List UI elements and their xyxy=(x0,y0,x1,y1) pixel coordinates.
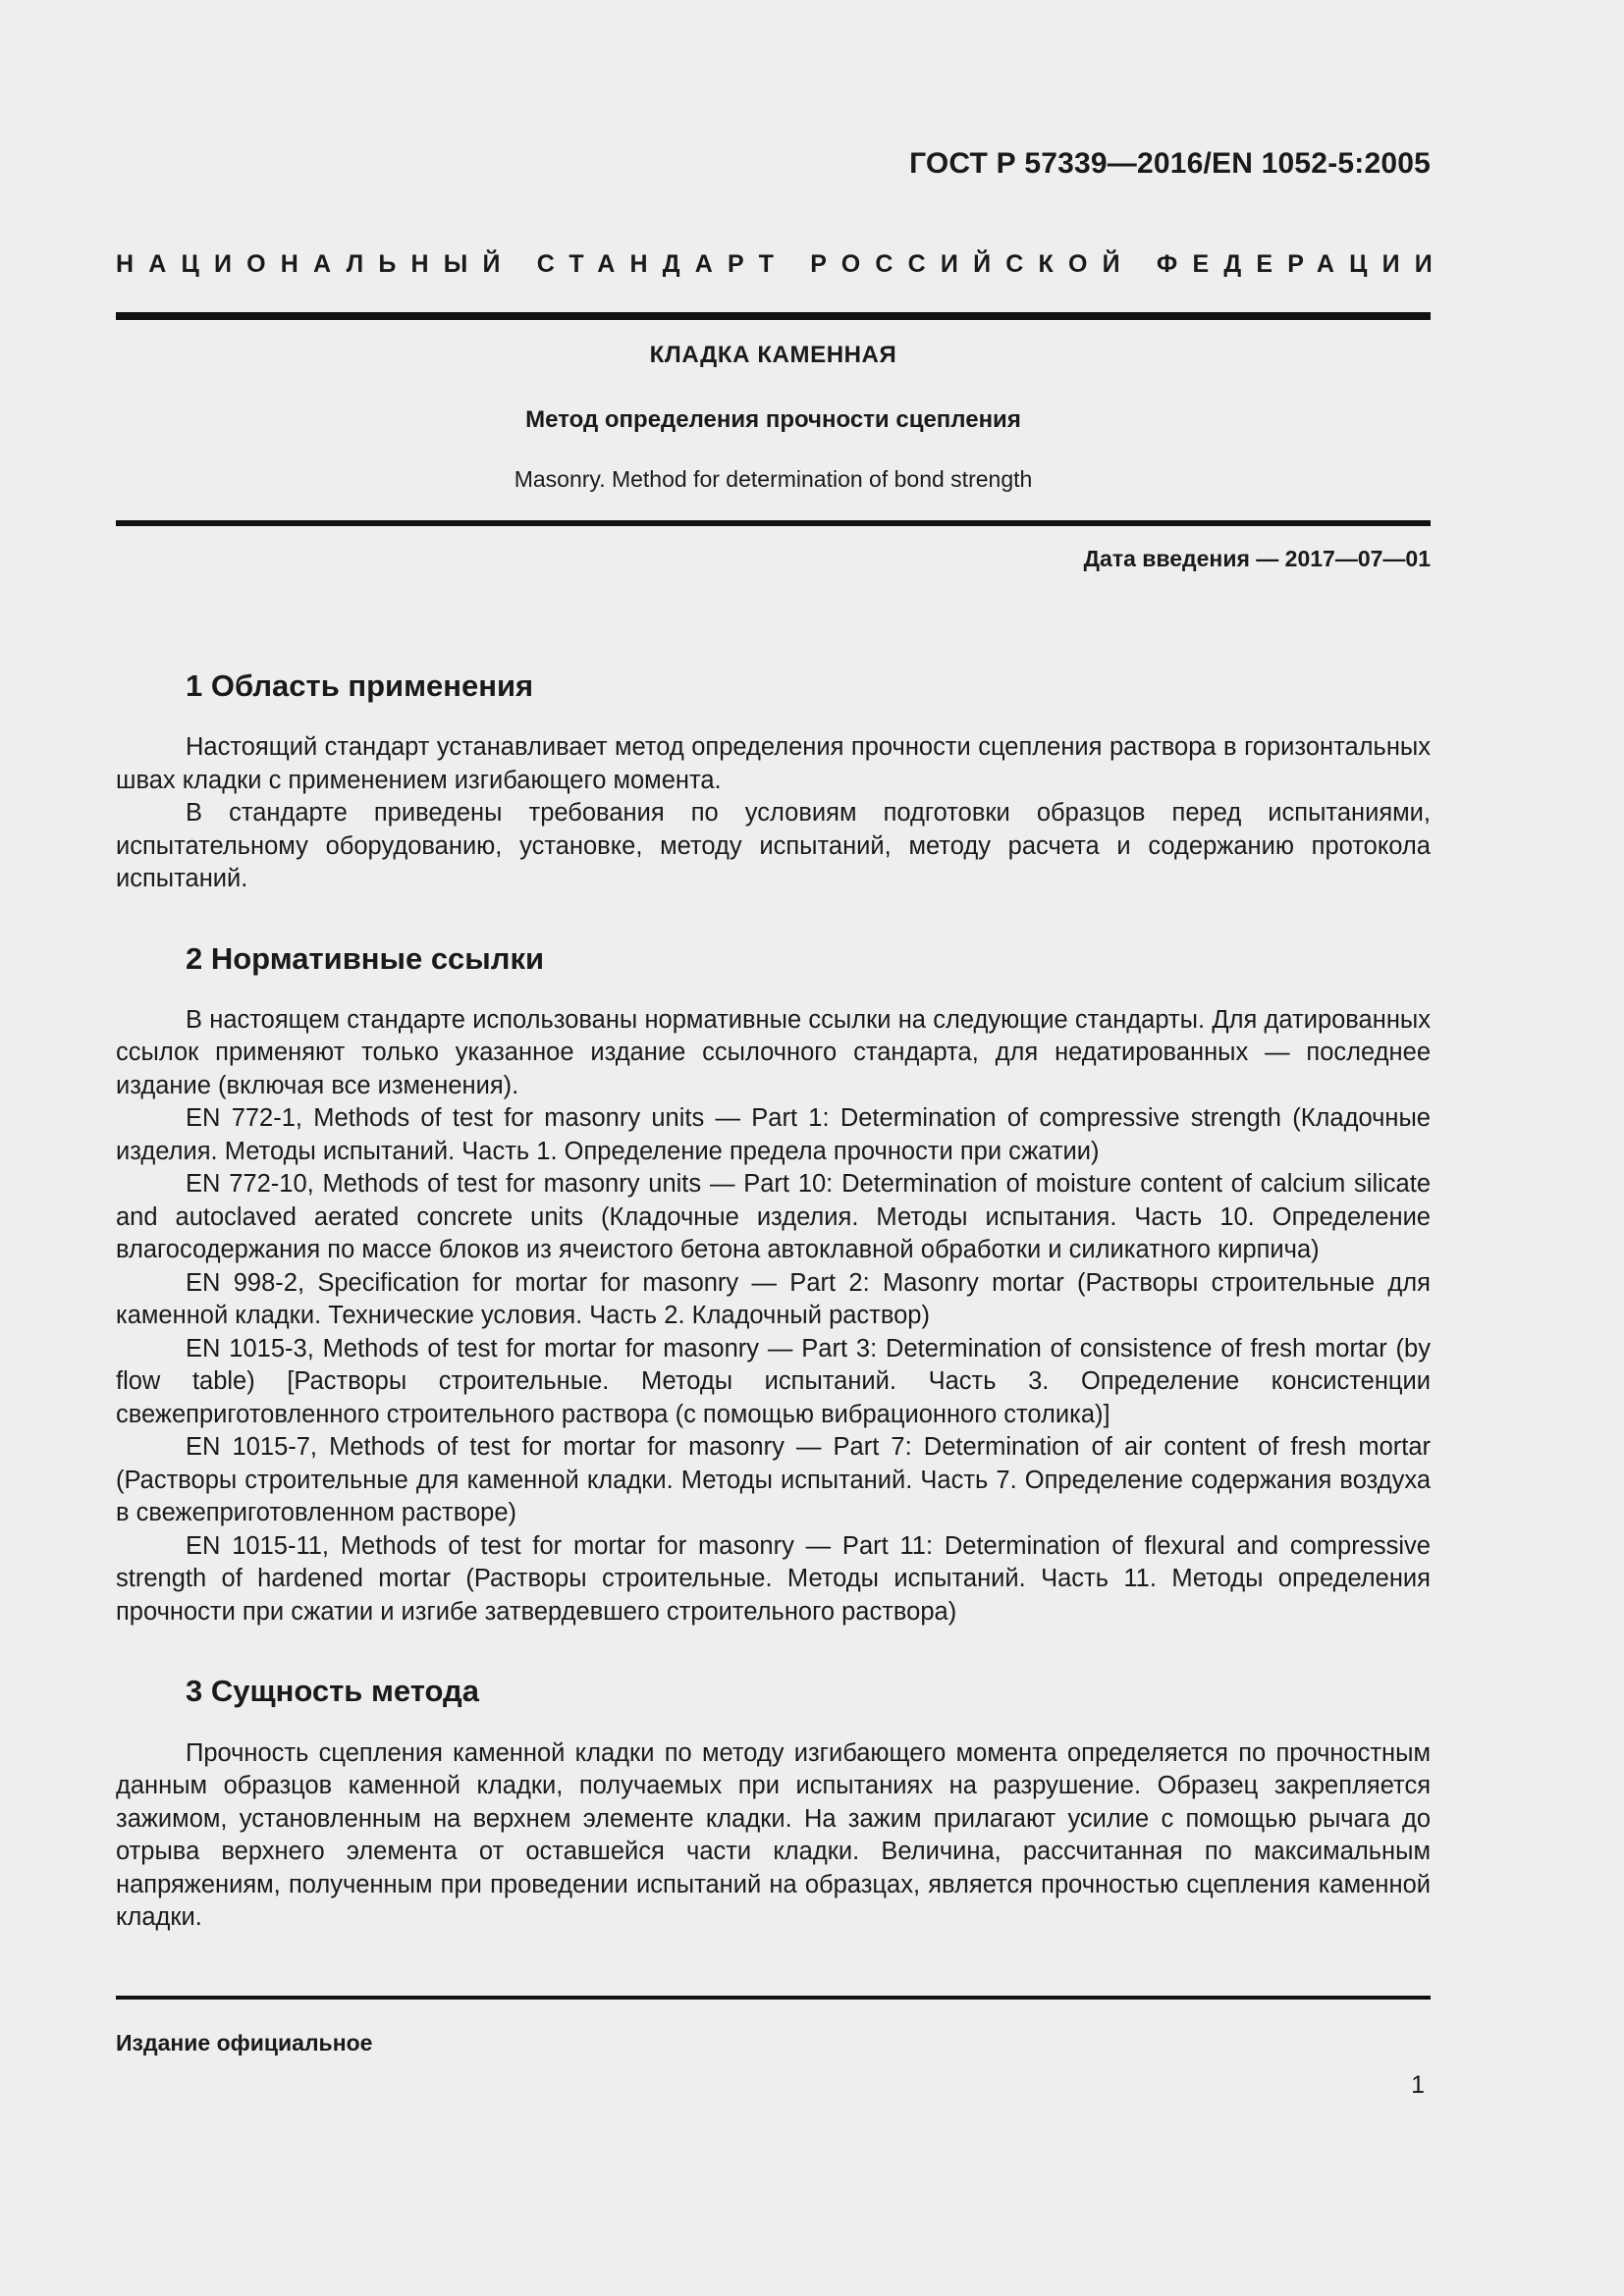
footer-rule xyxy=(116,1996,1431,2000)
section-method-essence xyxy=(116,1673,1431,1934)
standard-code: ГОСТ Р 57339—2016/EN 1052-5:2005 xyxy=(909,147,1431,180)
top-rule xyxy=(116,312,1431,320)
reference-item: EN 772-10, Methods of test for masonry units — Part 10: Determination of moisture content of calcium silicate and autoclaved aerated concrete units (Кладочные изделия. Методы испытания. Часть 10. Определение влагосодержания по массе блоков из ячеистого бетона автоклавной обработки и силикатного кирпича) xyxy=(116,1170,1431,1264)
introduction-date: Дата введения — 2017—07—01 xyxy=(1083,546,1431,571)
paragraph: Прочность сцепления каменной кладки по методу изгибающего момента определяется по прочностным данным образцов каменной кладки, получаемых при испытаниях на разрушение. Образец закрепляется зажимом, установленным на верхнем элементе кладки. На зажим прилагают усилие с помощью рычага до отрыва верхнего элемента от оставшейся части кладки. Величина, рассчитанная по максимальным напряжениям, полученным при проведении испытаний на образцах, является прочностью сцепления каменной кладки. xyxy=(116,1738,1431,1932)
reference-item: EN 998-2, Specification for mortar for masonry — Part 2: Masonry mortar (Растворы строительные для каменной кладки. Технические условия. Часть 2. Кладочный раствор) xyxy=(116,1268,1431,1330)
national-standard-banner: НАЦИОНАЛЬНЫЙ СТАНДАРТ РОССИЙСКОЙ ФЕДЕРАЦИИ xyxy=(116,250,1447,278)
official-edition-label: Издание официальное xyxy=(116,2030,373,2056)
section-heading: 2 Нормативные ссылки xyxy=(186,940,545,976)
document-title: КЛАДКА КАМЕННАЯ xyxy=(649,342,897,368)
document-subtitle: Метод определения прочности сцепления xyxy=(525,406,1021,433)
page-number: 1 xyxy=(1411,2071,1425,2099)
reference-item: EN 1015-11, Methods of test for mortar for masonry — Part 11: Determination of flexural and compressive strength of hardened mortar (Растворы строительные. Методы испытаний. Часть 11. Методы определения прочности при сжатии и изгибе затвердевшего строительного раствора) xyxy=(116,1531,1431,1626)
paragraph: Настоящий стандарт устанавливает метод определения прочности сцепления раствора в горизонтальных швах кладки с применением изгибающего момента. xyxy=(116,733,1431,794)
section-heading: 3 Сущность метода xyxy=(186,1674,479,1709)
section-heading: 1 Область применения xyxy=(186,668,534,703)
section-normative-references xyxy=(116,940,1431,1629)
reference-item: EN 1015-7, Methods of test for mortar for masonry — Part 7: Determination of air content of fresh mortar (Растворы строительные для каменной кладки. Методы испытаний. Часть 7. Определение содержания воздуха в свежеприготовленном растворе) xyxy=(116,1433,1431,1527)
document-body xyxy=(116,667,1431,1935)
section-scope xyxy=(116,667,1431,896)
document-english-title: Masonry. Method for determination of bond strength xyxy=(514,466,1033,492)
reference-item: EN 1015-3, Methods of test for mortar for masonry — Part 3: Determination of consistence of fresh mortar (by flow table) [Растворы строительные. Методы испытаний. Часть 3. Определение консистенции свежеприготовленного строительного раствора (с помощью вибрационного столика)] xyxy=(116,1334,1431,1428)
title-bottom-rule xyxy=(116,520,1431,526)
paragraph: В настоящем стандарте использованы нормативные ссылки на следующие стандарты. Для датированных ссылок применяют только указанное издание ссылочного стандарта, для недатированных — последнее издание (включая все изменения). xyxy=(116,1005,1431,1099)
reference-item: EN 772-1, Methods of test for masonry units — Part 1: Determination of compressive strength (Кладочные изделия. Методы испытаний. Часть 1. Определение предела прочности при сжатии) xyxy=(116,1104,1431,1165)
paragraph: В стандарте приведены требования по условиям подготовки образцов перед испытаниями, испытательному оборудованию, установке, методу испытаний, методу расчета и содержанию протокола испытаний. xyxy=(116,799,1431,893)
